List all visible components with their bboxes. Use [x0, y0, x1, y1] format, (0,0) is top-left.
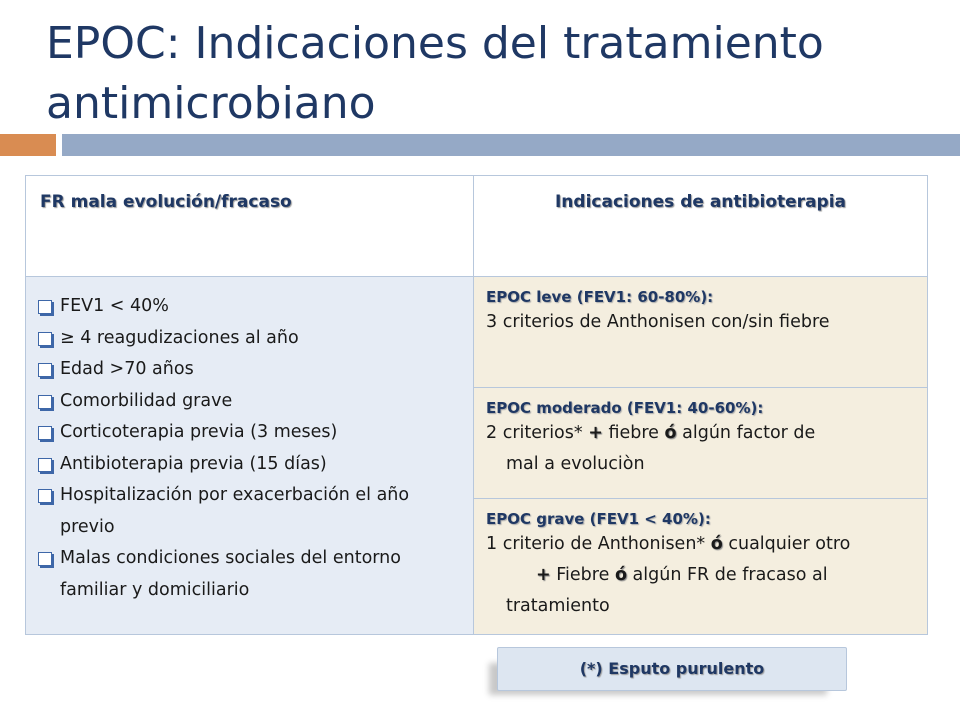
checkbox-bullet-icon	[38, 489, 52, 503]
table-header-row	[26, 176, 928, 277]
list-item: Edad >70 años	[38, 354, 461, 386]
checkbox-bullet-icon	[38, 395, 52, 409]
category-title: EPOC leve (FEV1: 60-80%):	[486, 288, 714, 306]
indication-severe	[474, 499, 928, 635]
category-title: EPOC grave (FEV1 < 40%):	[486, 510, 711, 528]
risk-factors-list	[38, 291, 461, 606]
checkbox-bullet-icon	[38, 552, 52, 566]
list-item: FEV1 < 40%	[38, 291, 461, 323]
checkbox-bullet-icon	[38, 300, 52, 314]
accent-bar-orange	[0, 134, 56, 156]
slide-title: EPOC: Indicaciones del tratamiento antimicrobiano	[46, 18, 824, 129]
checkbox-bullet-icon	[38, 426, 52, 440]
category-title: EPOC moderado (FEV1: 40-60%):	[486, 399, 764, 417]
list-item: Corticoterapia previa (3 meses)	[38, 417, 461, 449]
list-item: Hospitalización por exacerbación el año previo	[38, 480, 461, 543]
footnote-box: (*) Esputo purulento	[497, 647, 847, 691]
accent-bar-blue	[62, 134, 960, 156]
checkbox-bullet-icon	[38, 363, 52, 377]
indication-moderate	[474, 388, 928, 499]
header-indications: Indicaciones de antibioterapia	[474, 176, 928, 277]
list-item: ≥ 4 reagudizaciones al año	[38, 323, 461, 355]
indication-mild	[474, 277, 928, 388]
risk-factors-cell	[26, 277, 474, 635]
category-body: 3 criterios de Anthonisen con/sin fiebre	[486, 312, 830, 332]
list-item: Antibioterapia previa (15 días)	[38, 449, 461, 481]
header-risk-factors: FR mala evolución/fracaso	[26, 176, 474, 277]
list-item: Malas condiciones sociales del entorno familiar y domiciliario	[38, 543, 461, 606]
list-item: Comorbilidad grave	[38, 386, 461, 418]
category-body: 1 criterio de Anthonisen* ó cualquier otro + Fiebre ó algún FR de fracaso al tratamiento	[486, 534, 851, 616]
category-body: 2 criterios* + fiebre ó algún factor de mal a evoluciòn	[486, 423, 816, 474]
checkbox-bullet-icon	[38, 332, 52, 346]
checkbox-bullet-icon	[38, 458, 52, 472]
indications-table	[25, 175, 928, 635]
